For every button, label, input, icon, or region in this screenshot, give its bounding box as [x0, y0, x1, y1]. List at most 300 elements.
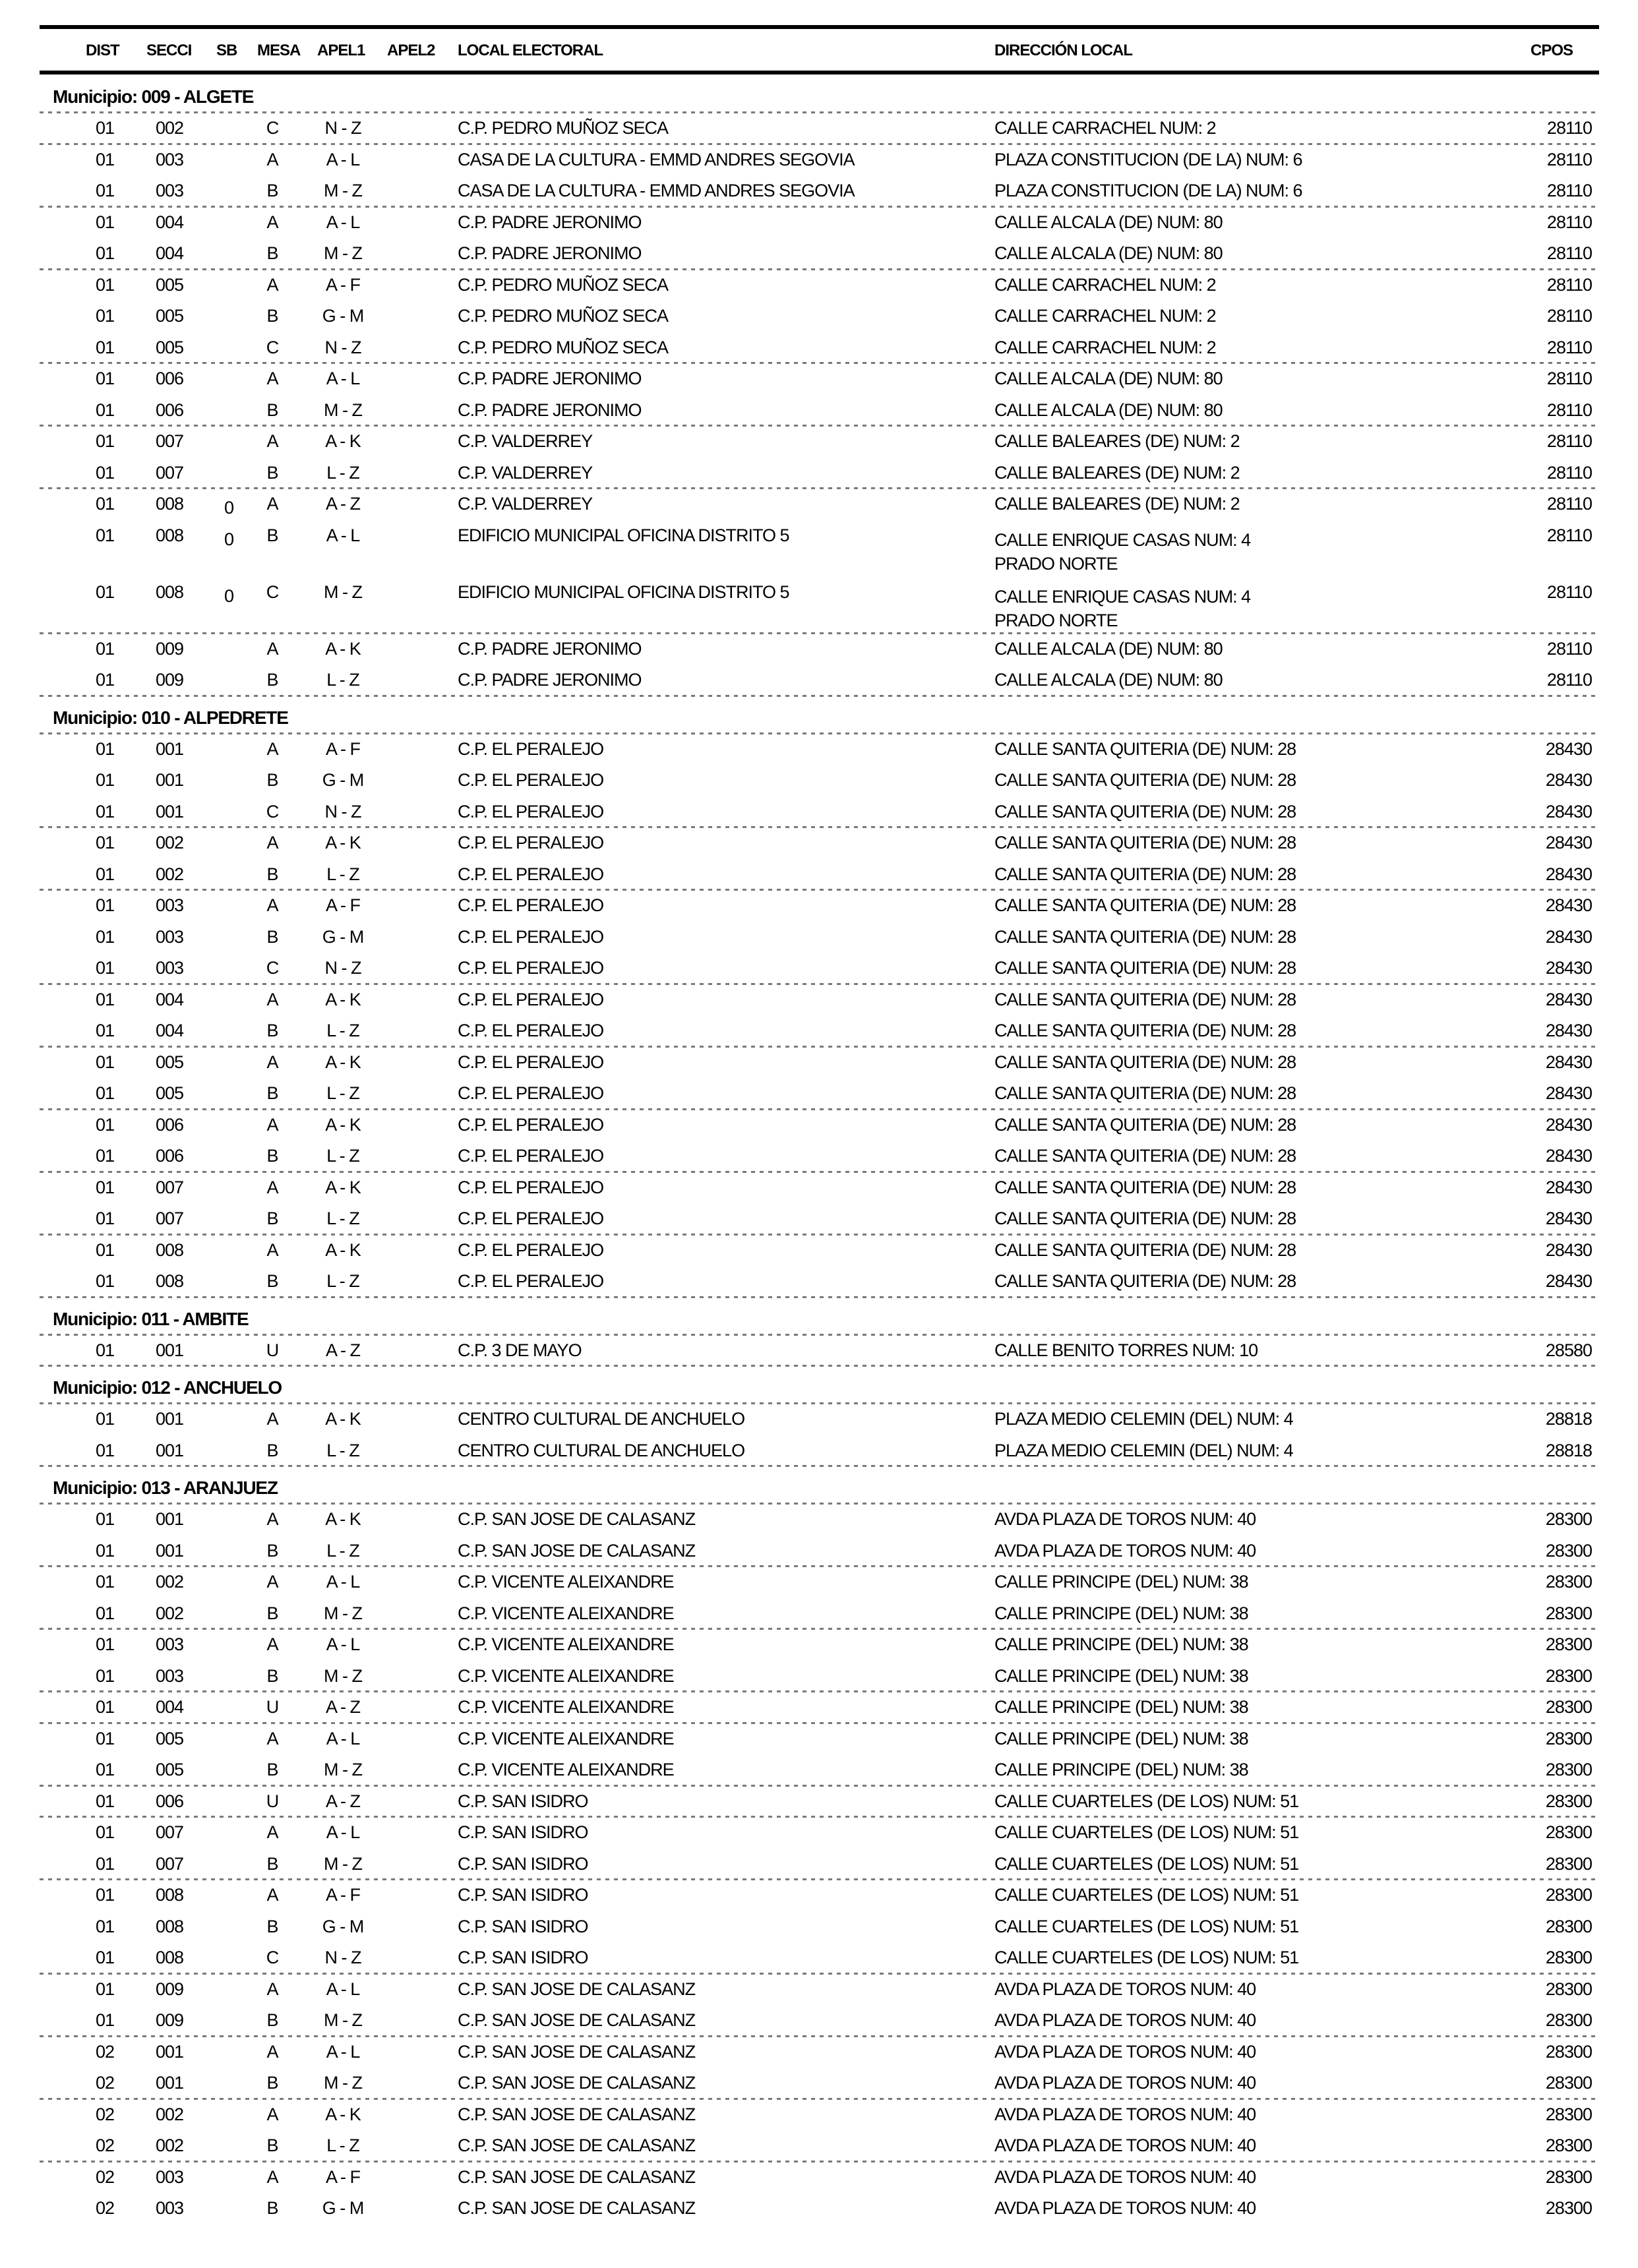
direccion-line: CALLE PRINCIPE (DEL) NUM: 38: [994, 1728, 1248, 1748]
local-electoral-cell: CENTRO CULTURAL DE ANCHUELO: [458, 1440, 745, 1460]
mesa-cell: B: [266, 926, 278, 947]
local-electoral-cell: C.P. SAN JOSE DE CALASANZ: [458, 2166, 696, 2187]
direccion-line: AVDA PLAZA DE TOROS NUM: 40: [994, 2073, 1256, 2093]
seccion-group: [0, 734, 1638, 828]
secci-cell: 008: [156, 1948, 184, 1967]
seccion-group: [0, 270, 1638, 364]
table-row: [0, 1504, 1638, 1536]
direccion-local-cell: [994, 1661, 1248, 1692]
mesa-cell: B: [266, 864, 278, 884]
local-electoral-cell: C.P. SAN JOSE DE CALASANZ: [458, 2104, 696, 2124]
local-electoral-cell: EDIFICIO MUNICIPAL OFICINA DISTRITO 5: [458, 582, 789, 602]
apel1-cell: N - Z: [324, 118, 361, 138]
mesa-cell: B: [266, 243, 278, 263]
mesa-cell: A: [266, 212, 278, 232]
cpos-cell: 28818: [1545, 1409, 1592, 1429]
secci-cell: 007: [156, 1209, 184, 1228]
apel1-cell: A - L: [326, 1634, 360, 1654]
direccion-local-cell: [994, 1235, 1296, 1267]
seccion-group: [0, 1335, 1638, 1367]
dist-cell: 01: [96, 864, 115, 884]
apel1-cell: M - Z: [324, 400, 362, 420]
direccion-local-cell: [994, 634, 1223, 665]
direccion-line: AVDA PLAZA DE TOROS NUM: 40: [994, 2010, 1256, 2030]
table-row: [0, 1404, 1638, 1435]
mesa-cell: B: [266, 2198, 278, 2218]
apel1-cell: L - Z: [326, 1083, 359, 1103]
dist-cell: 01: [96, 1572, 115, 1592]
seccion-group: [0, 1692, 1638, 1723]
table-row: [0, 458, 1638, 489]
direccion-line: CALLE SANTA QUITERIA (DE) NUM: 28: [994, 1021, 1296, 1040]
local-electoral-cell: C.P. VALDERREY: [458, 494, 593, 514]
mesa-cell: C: [266, 118, 279, 138]
direccion-line: CALLE ALCALA (DE) NUM: 80: [994, 638, 1223, 659]
seccion-group: [0, 426, 1638, 489]
direccion-line: CALLE CARRACHEL NUM: 2: [994, 306, 1216, 326]
secci-cell: 001: [156, 1340, 184, 1360]
mesa-cell: A: [266, 431, 278, 451]
direccion-line: CALLE SANTA QUITERIA (DE) NUM: 28: [994, 864, 1296, 884]
dist-cell: 01: [96, 1083, 115, 1103]
dist-cell: 01: [96, 989, 115, 1009]
direccion-line: CALLE CUARTELES (DE LOS) NUM: 51: [994, 1948, 1299, 1967]
apel1-cell: A - K: [325, 833, 361, 852]
dist-cell: 01: [96, 181, 115, 200]
dist-cell: 01: [96, 149, 115, 169]
mesa-cell: A: [266, 1572, 278, 1592]
mesa-cell: A: [266, 1052, 278, 1072]
mesa-cell: A: [266, 989, 278, 1009]
apel1-cell: G - M: [322, 770, 364, 790]
direccion-local-cell: [994, 796, 1296, 828]
dist-cell: 01: [96, 2010, 115, 2030]
seccion-group: [0, 2099, 1638, 2162]
seccion-group: [0, 207, 1638, 270]
local-electoral-cell: C.P. SAN JOSE DE CALASANZ: [458, 1540, 696, 1561]
dist-cell: 01: [96, 1728, 115, 1748]
local-electoral-cell: C.P. PADRE JERONIMO: [458, 212, 642, 232]
direccion-local-cell: [994, 489, 1240, 520]
local-electoral-cell: C.P. SAN JOSE DE CALASANZ: [458, 1509, 696, 1529]
local-electoral-cell: EDIFICIO MUNICIPAL OFICINA DISTRITO 5: [458, 525, 789, 545]
mesa-cell: U: [266, 1791, 279, 1811]
dist-cell: 01: [96, 494, 115, 514]
apel1-cell: A - F: [325, 1885, 360, 1905]
seccion-group: [0, 113, 1638, 144]
secci-cell: 001: [156, 1409, 184, 1429]
mesa-cell: A: [266, 638, 278, 659]
direccion-line: AVDA PLAZA DE TOROS NUM: 40: [994, 1509, 1256, 1529]
secci-cell: 007: [156, 1853, 184, 1874]
direccion-local-cell: [994, 1567, 1248, 1598]
dist-cell: 01: [96, 1052, 115, 1072]
dist-cell: 01: [96, 274, 115, 295]
direccion-line: CALLE CARRACHEL NUM: 2: [994, 337, 1216, 357]
cpos-cell: 28300: [1545, 1948, 1592, 1967]
dist-cell: 01: [96, 1822, 115, 1842]
col-header-sb: SB: [216, 42, 237, 59]
direccion-line: CALLE SANTA QUITERIA (DE) NUM: 28: [994, 958, 1296, 978]
apel1-cell: G - M: [322, 926, 364, 947]
cpos-cell: 28430: [1545, 958, 1592, 978]
table-row: [0, 1172, 1638, 1204]
secci-cell: 001: [156, 801, 184, 821]
table-row: [0, 395, 1638, 427]
direccion-line: CALLE ALCALA (DE) NUM: 80: [994, 212, 1223, 232]
local-electoral-cell: C.P. PADRE JERONIMO: [458, 670, 642, 690]
direccion-local-cell: [994, 1692, 1248, 1723]
dist-cell: 01: [96, 1021, 115, 1040]
seccion-group: [0, 1786, 1638, 1818]
table-row: [0, 426, 1638, 458]
direccion-local-cell: [994, 207, 1223, 239]
secci-cell: 008: [156, 1916, 184, 1936]
direccion-line: CALLE SANTA QUITERIA (DE) NUM: 28: [994, 895, 1296, 915]
direccion-line: CALLE SANTA QUITERIA (DE) NUM: 28: [994, 1052, 1296, 1072]
apel1-cell: A - L: [326, 1728, 360, 1748]
table-row: [0, 1015, 1638, 1047]
cpos-cell: 28300: [1545, 2041, 1592, 2062]
mesa-cell: B: [266, 2135, 278, 2155]
direccion-line: CALLE CARRACHEL NUM: 2: [994, 274, 1216, 295]
local-electoral-cell: C.P. EL PERALEJO: [458, 1239, 604, 1260]
direccion-local-cell: [994, 1266, 1296, 1298]
apel1-cell: A - K: [325, 1509, 361, 1529]
cpos-cell: 28110: [1546, 462, 1592, 483]
apel1-cell: N - Z: [324, 958, 361, 978]
seccion-group: [0, 1880, 1638, 1974]
direccion-local-cell: [994, 1435, 1293, 1467]
secci-cell: 005: [156, 1760, 184, 1779]
mesa-cell: C: [266, 801, 279, 821]
direccion-line: CALLE BALEARES (DE) NUM: 2: [994, 431, 1240, 451]
direccion-line: AVDA PLAZA DE TOROS NUM: 40: [994, 2104, 1256, 2124]
direccion-local-cell: [994, 1598, 1248, 1630]
dist-cell: 01: [96, 801, 115, 821]
mesa-cell: B: [266, 1209, 278, 1228]
direccion-local-cell: [994, 1141, 1296, 1172]
cpos-cell: 28300: [1545, 2166, 1592, 2187]
table-row: [0, 520, 1638, 577]
cpos-cell: 28300: [1545, 1603, 1592, 1623]
direccion-local-cell: [994, 1536, 1256, 1567]
mesa-cell: A: [266, 2104, 278, 2124]
table-row: [0, 2193, 1638, 2224]
dist-cell: 02: [96, 2198, 115, 2218]
dist-cell: 01: [96, 1760, 115, 1779]
secci-cell: 002: [156, 118, 184, 138]
col-header-mesa: MESA: [257, 42, 301, 59]
table-row: [0, 1911, 1638, 1943]
direccion-local-cell: [994, 2130, 1256, 2162]
apel1-cell: A - Z: [325, 1340, 360, 1360]
direccion-line: CALLE PRINCIPE (DEL) NUM: 38: [994, 1603, 1248, 1623]
mesa-cell: A: [266, 895, 278, 915]
secci-cell: 003: [156, 149, 184, 169]
seccion-group: [0, 890, 1638, 984]
mesa-cell: A: [266, 1509, 278, 1529]
local-electoral-cell: C.P. VALDERREY: [458, 431, 593, 451]
direccion-line: CALLE PRINCIPE (DEL) NUM: 38: [994, 1665, 1248, 1686]
secci-cell: 002: [156, 2104, 184, 2124]
apel1-cell: A - K: [325, 431, 361, 451]
direccion-line: CALLE SANTA QUITERIA (DE) NUM: 28: [994, 833, 1296, 852]
apel1-cell: A - Z: [325, 494, 360, 514]
secci-cell: 002: [156, 2135, 184, 2155]
mesa-cell: A: [266, 1822, 278, 1842]
direccion-local-cell: [994, 1880, 1298, 1911]
dist-cell: 01: [96, 369, 115, 388]
table-row: [0, 1942, 1638, 1974]
direccion-local-cell: [994, 1504, 1256, 1536]
sb-cell: 0: [224, 498, 234, 518]
secci-cell: 008: [156, 582, 184, 602]
direccion-line: CALLE SANTA QUITERIA (DE) NUM: 28: [994, 1209, 1296, 1228]
col-header-dist: DIST: [86, 42, 119, 59]
secci-cell: 008: [156, 1239, 184, 1260]
direccion-line: CALLE SANTA QUITERIA (DE) NUM: 28: [994, 801, 1296, 821]
local-electoral-cell: C.P. SAN ISIDRO: [458, 1885, 588, 1905]
table-row: [0, 859, 1638, 891]
dist-cell: 01: [96, 1853, 115, 1874]
table-row: [0, 1754, 1638, 1786]
dist-cell: 01: [96, 1509, 115, 1529]
mesa-cell: B: [266, 1146, 278, 1166]
cpos-cell: 28430: [1545, 1083, 1592, 1103]
direccion-line: CALLE SANTA QUITERIA (DE) NUM: 28: [994, 926, 1296, 947]
table-row: [0, 1435, 1638, 1467]
table-row: [0, 1235, 1638, 1267]
direccion-line: AVDA PLAZA DE TOROS NUM: 40: [994, 1540, 1256, 1561]
seccion-group: [0, 2037, 1638, 2099]
seccion-group: [0, 1567, 1638, 1629]
apel1-cell: A - Z: [325, 1697, 360, 1717]
local-electoral-cell: C.P. EL PERALEJO: [458, 1146, 604, 1166]
header-bottom-rule: [40, 71, 1599, 75]
direccion-local-cell: [994, 1404, 1293, 1435]
mesa-cell: A: [266, 738, 278, 759]
apel1-cell: L - Z: [326, 1440, 359, 1460]
table-row: [0, 984, 1638, 1016]
dist-cell: 02: [96, 2073, 115, 2093]
direccion-local-cell: [994, 827, 1296, 859]
table-row: [0, 270, 1638, 301]
direccion-local-cell: [994, 2005, 1256, 2037]
table-row: [0, 2037, 1638, 2068]
apel1-cell: M - Z: [324, 181, 362, 200]
cpos-cell: 28430: [1545, 738, 1592, 759]
seccion-group: [0, 1817, 1638, 1880]
direccion-local-cell: [994, 953, 1296, 984]
local-electoral-cell: C.P. VICENTE ALEIXANDRE: [458, 1665, 674, 1686]
seccion-group: [0, 144, 1638, 207]
dist-cell: 01: [96, 525, 115, 545]
direccion-line: CALLE BENITO TORRES NUM: 10: [994, 1340, 1258, 1360]
cpos-cell: 28430: [1545, 864, 1592, 884]
direccion-local-cell: [994, 332, 1216, 364]
municipio-header: [0, 1366, 1638, 1404]
cpos-cell: 28300: [1545, 2135, 1592, 2155]
secci-cell: 001: [156, 2073, 184, 2093]
secci-cell: 009: [156, 2010, 184, 2030]
seccion-group: [0, 363, 1638, 426]
local-electoral-cell: CENTRO CULTURAL DE ANCHUELO: [458, 1409, 745, 1429]
table-row: [0, 1047, 1638, 1079]
cpos-cell: 28300: [1545, 1634, 1592, 1654]
direccion-local-cell: [994, 175, 1302, 207]
col-header-direccion-local: DIRECCIÓN LOCAL: [994, 42, 1132, 59]
local-electoral-cell: C.P. PADRE JERONIMO: [458, 369, 642, 388]
table-row: [0, 1266, 1638, 1298]
apel1-cell: A - L: [326, 1572, 360, 1592]
apel1-cell: A - F: [325, 895, 360, 915]
direccion-line: CALLE SANTA QUITERIA (DE) NUM: 28: [994, 1271, 1296, 1291]
table-row: [0, 953, 1638, 984]
cpos-cell: 28110: [1546, 431, 1592, 451]
sb-cell: 0: [224, 529, 234, 549]
direccion-local-cell: [994, 270, 1216, 301]
dist-cell: 01: [96, 306, 115, 326]
apel1-cell: L - Z: [326, 864, 359, 884]
dist-cell: 01: [96, 670, 115, 690]
dist-cell: 01: [96, 1634, 115, 1654]
cpos-cell: 28110: [1546, 212, 1592, 232]
table-row: [0, 1110, 1638, 1141]
seccion-group: [0, 1404, 1638, 1466]
table-row: [0, 2130, 1638, 2162]
secci-cell: 005: [156, 1728, 184, 1748]
local-electoral-cell: C.P. EL PERALEJO: [458, 958, 604, 978]
local-electoral-cell: C.P. EL PERALEJO: [458, 1021, 604, 1040]
apel1-cell: A - F: [325, 738, 360, 759]
table-row: [0, 1661, 1638, 1692]
cpos-cell: 28110: [1546, 149, 1592, 169]
local-electoral-cell: C.P. PEDRO MUÑOZ SECA: [458, 118, 669, 138]
cpos-cell: 28110: [1546, 337, 1592, 357]
mesa-cell: B: [266, 670, 278, 690]
direccion-line: CALLE SANTA QUITERIA (DE) NUM: 28: [994, 1114, 1296, 1135]
table-row: [0, 827, 1638, 859]
seccion-group: [0, 489, 1638, 634]
apel1-cell: A - L: [326, 525, 360, 545]
table-row: [0, 1974, 1638, 2006]
table-row: [0, 332, 1638, 364]
cpos-cell: 28300: [1545, 1853, 1592, 1874]
local-electoral-cell: C.P. VICENTE ALEIXANDRE: [458, 1572, 674, 1592]
col-header-secci: SECCI: [146, 42, 192, 59]
table-row: [0, 1849, 1638, 1880]
secci-cell: 003: [156, 181, 184, 200]
dist-cell: 02: [96, 2041, 115, 2062]
local-electoral-cell: C.P. PADRE JERONIMO: [458, 243, 642, 263]
cpos-cell: 28300: [1545, 1760, 1592, 1779]
table-row: [0, 489, 1638, 520]
table-row: [0, 175, 1638, 207]
secci-cell: 005: [156, 306, 184, 326]
mesa-cell: A: [266, 369, 278, 388]
direccion-line: PRADO NORTE: [994, 553, 1118, 574]
direccion-line: CALLE ALCALA (DE) NUM: 80: [994, 369, 1223, 388]
table-row: [0, 1078, 1638, 1110]
direccion-local-cell: [994, 665, 1223, 696]
secci-cell: 003: [156, 895, 184, 915]
direccion-local-cell: [994, 528, 1250, 576]
cpos-cell: 28430: [1545, 989, 1592, 1009]
apel1-cell: A - L: [326, 212, 360, 232]
direccion-line: CALLE SANTA QUITERIA (DE) NUM: 28: [994, 1146, 1296, 1166]
cpos-cell: 28110: [1546, 369, 1592, 388]
apel1-cell: L - Z: [326, 2135, 359, 2155]
table-row: [0, 1536, 1638, 1567]
mesa-cell: B: [266, 770, 278, 790]
local-electoral-cell: C.P. SAN ISIDRO: [458, 1948, 588, 1967]
dist-cell: 01: [96, 118, 115, 138]
apel1-cell: A - K: [325, 1239, 361, 1260]
municipio-label: Municipio: 012 - ANCHUELO: [53, 1377, 282, 1398]
dist-cell: 01: [96, 638, 115, 659]
direccion-local-cell: [994, 1047, 1296, 1079]
direccion-line: CALLE SANTA QUITERIA (DE) NUM: 28: [994, 738, 1296, 759]
direccion-line: CALLE CUARTELES (DE LOS) NUM: 51: [994, 1853, 1299, 1874]
direccion-local-cell: [994, 113, 1216, 144]
secci-cell: 009: [156, 638, 184, 659]
mesa-cell: B: [266, 1760, 278, 1779]
dist-cell: 01: [96, 337, 115, 357]
cpos-cell: 28430: [1545, 895, 1592, 915]
direccion-line: CALLE BALEARES (DE) NUM: 2: [994, 494, 1240, 514]
local-electoral-cell: C.P. VICENTE ALEIXANDRE: [458, 1760, 674, 1779]
secci-cell: 001: [156, 2041, 184, 2062]
mesa-cell: A: [266, 2166, 278, 2187]
direccion-line: CALLE BALEARES (DE) NUM: 2: [994, 462, 1240, 483]
mesa-cell: A: [266, 1177, 278, 1197]
direccion-line: CALLE SANTA QUITERIA (DE) NUM: 28: [994, 1083, 1296, 1103]
apel1-cell: L - Z: [326, 462, 359, 483]
direccion-local-cell: [994, 1172, 1296, 1204]
dist-cell: 01: [96, 1791, 115, 1811]
secci-cell: 009: [156, 670, 184, 690]
direccion-local-cell: [994, 734, 1296, 765]
direccion-local-cell: [994, 1629, 1248, 1661]
direccion-local-cell: [994, 238, 1223, 270]
direccion-line: AVDA PLAZA DE TOROS NUM: 40: [994, 2166, 1256, 2187]
direccion-line: PLAZA MEDIO CELEMIN (DEL) NUM: 4: [994, 1440, 1293, 1460]
direccion-local-cell: [994, 1942, 1298, 1974]
dist-cell: 01: [96, 1177, 115, 1197]
seccion-group: [0, 1723, 1638, 1786]
mesa-cell: B: [266, 1540, 278, 1561]
cpos-cell: 28300: [1545, 1728, 1592, 1748]
mesa-cell: B: [266, 1021, 278, 1040]
local-electoral-cell: C.P. VICENTE ALEIXANDRE: [458, 1697, 674, 1717]
table-row: [0, 1692, 1638, 1723]
secci-cell: 007: [156, 1177, 184, 1197]
mesa-cell: B: [266, 1665, 278, 1686]
direccion-line: CALLE SANTA QUITERIA (DE) NUM: 28: [994, 770, 1296, 790]
table-row: [0, 1598, 1638, 1630]
seccion-group: [0, 984, 1638, 1047]
direccion-line: AVDA PLAZA DE TOROS NUM: 40: [994, 2198, 1256, 2218]
local-electoral-cell: CASA DE LA CULTURA - EMMD ANDRES SEGOVIA: [458, 181, 855, 200]
table-row: [0, 890, 1638, 922]
table-row: [0, 301, 1638, 332]
dist-cell: 01: [96, 1885, 115, 1905]
direccion-local-cell: [994, 363, 1223, 395]
secci-cell: 001: [156, 770, 184, 790]
dist-cell: 01: [96, 582, 115, 602]
cpos-cell: 28300: [1545, 2010, 1592, 2030]
